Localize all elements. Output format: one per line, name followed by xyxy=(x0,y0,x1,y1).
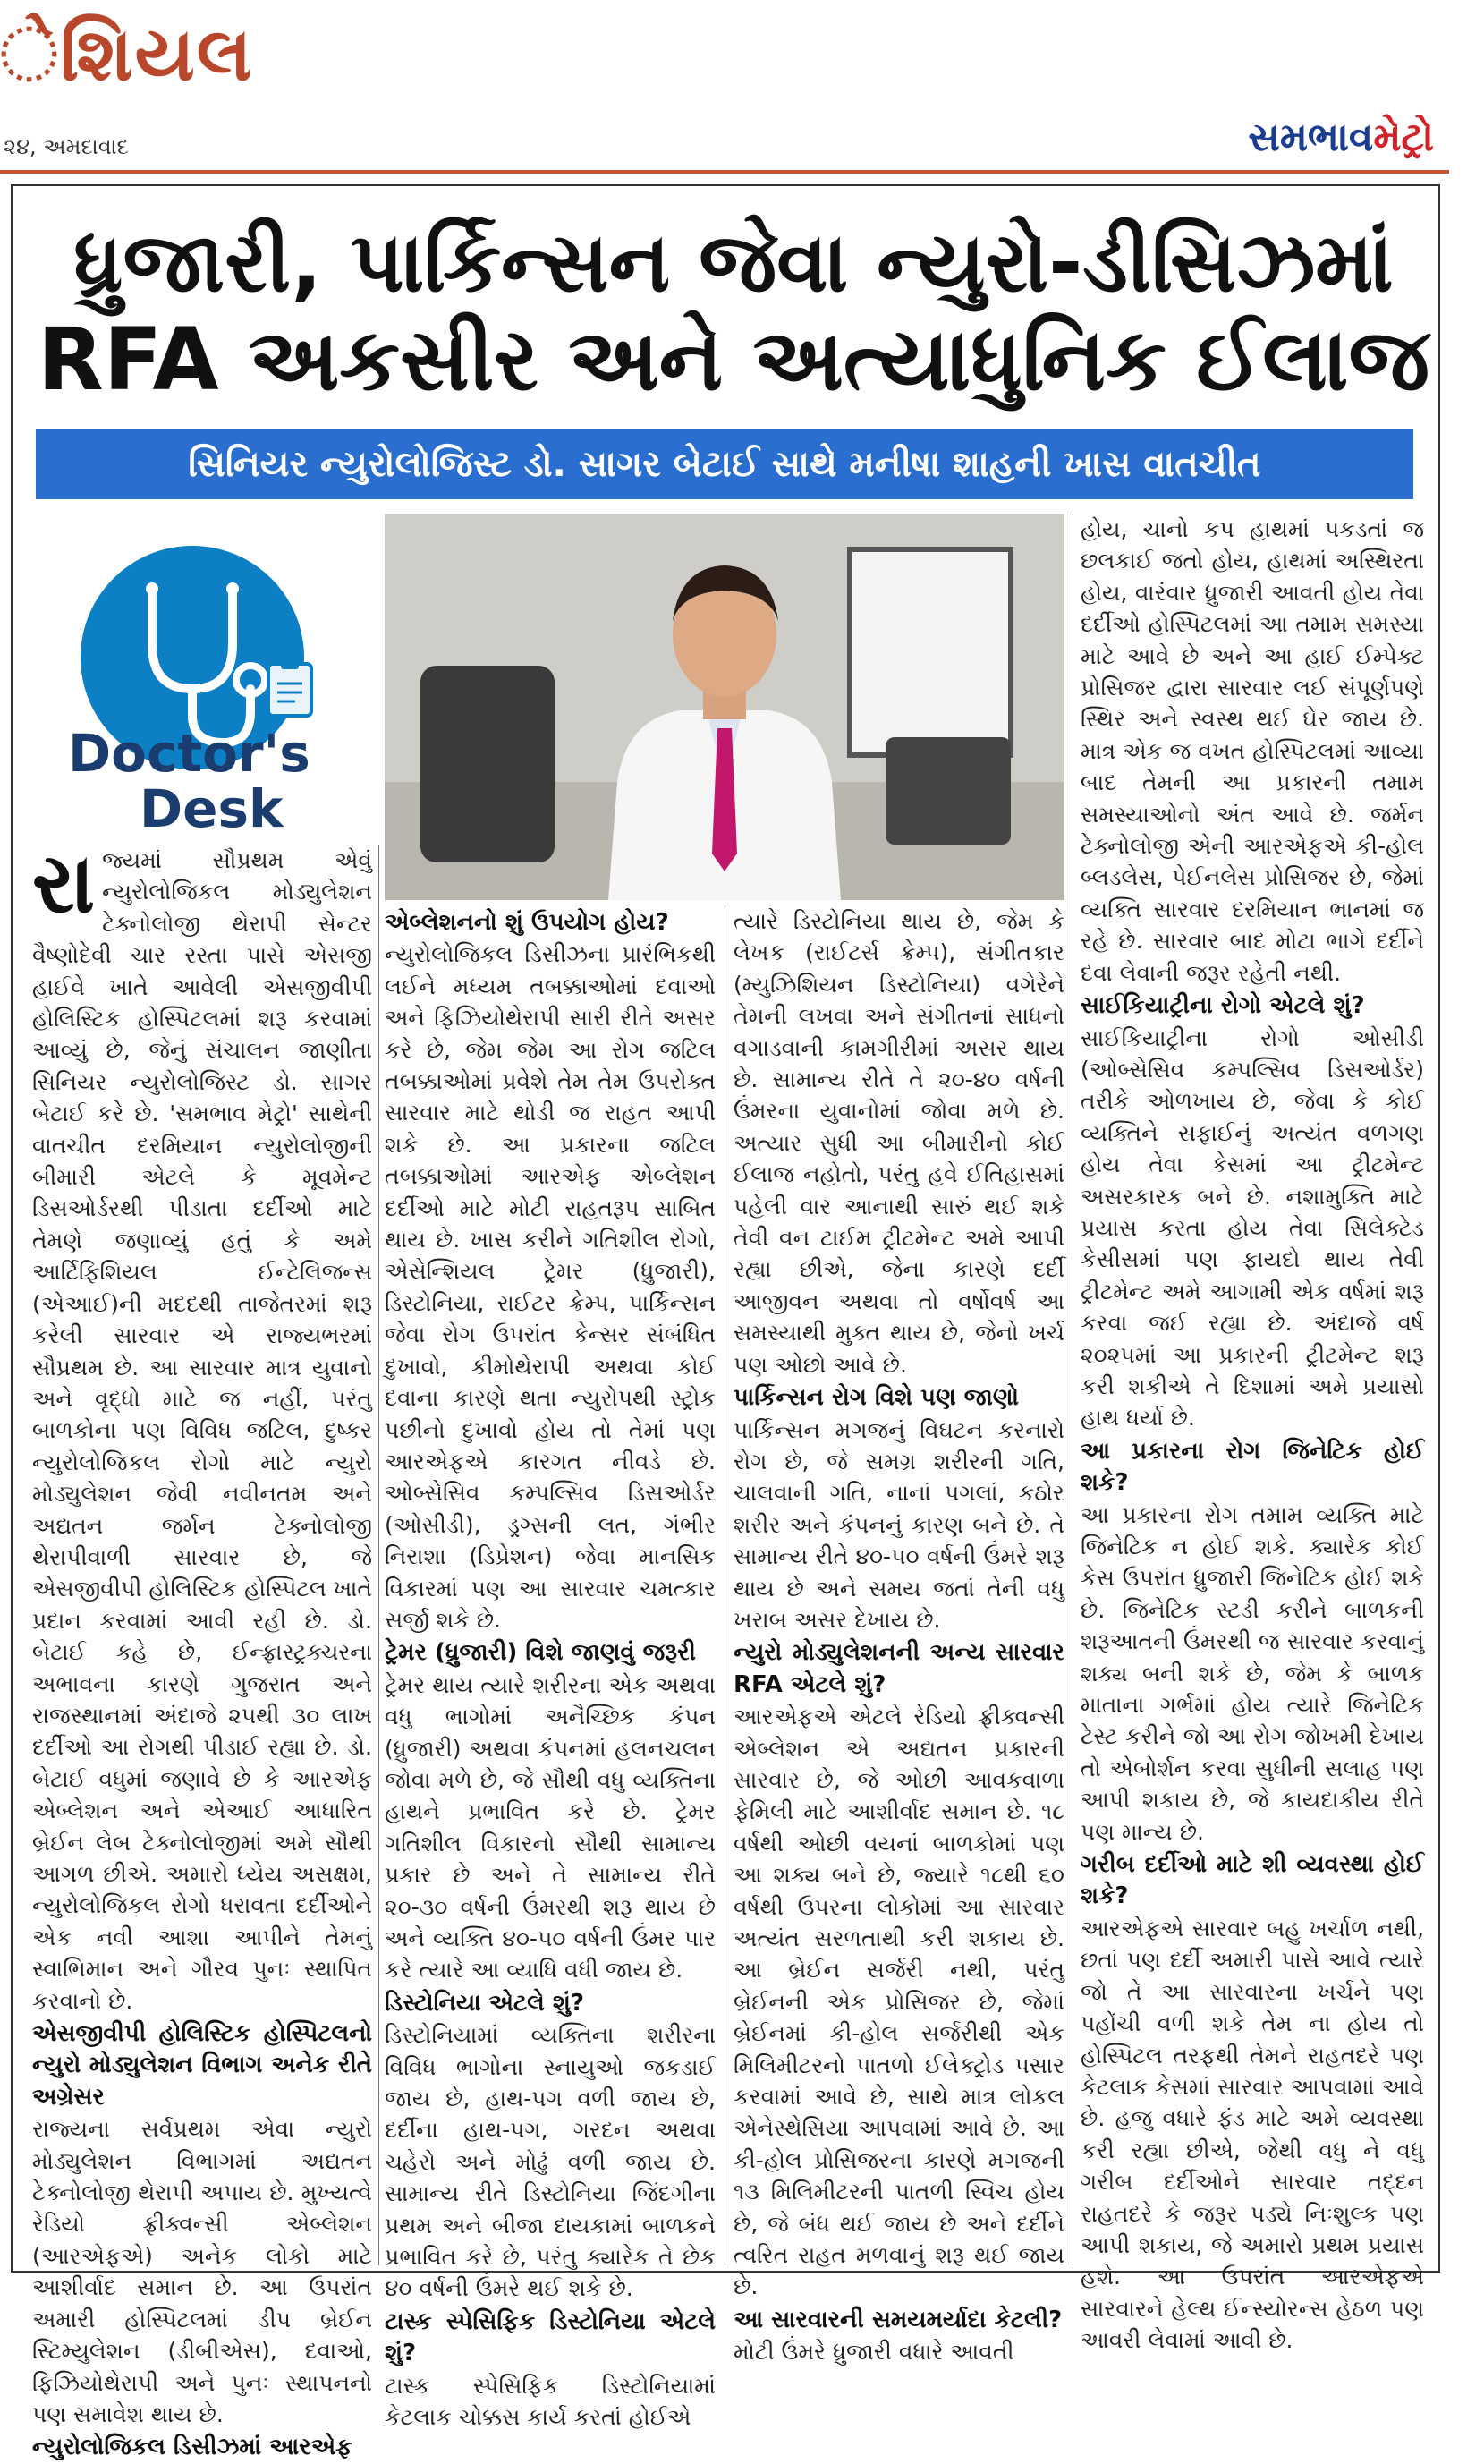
section-title: ેશિયલ xyxy=(0,13,254,98)
doctors-desk-logo xyxy=(32,514,372,845)
paragraph: ન્યુરોલોજિકલ ડિસીઝના પ્રારંભિકથી લઈને મધ્યમ તબક્કાઓમાં દવાઓ અને ફિઝિયોથેરાપી સારી રીતે અસર કરે છે, જેમ જેમ આ રોગ જટિલ તબક્કાઓમાં પ્રવેશે તેમ તેમ ઉપરોક્ત સારવાર માટે થોડી જ રાહત આપી શકે છે. આ પ્રકારના જટિલ તબક્કાઓમાં આરએફ એબ્લેશન દર્દીઓ માટે મોટી રાહતરૂપ સાબિત થાય છે. ખાસ કરીને ગતિશીલ રોગો, એસેન્શિયલ ટ્રેમર (ધ્રુજારી), ડિસ્ટોનિયા, રાઈટર ક્રેમ્પ, પાર્કિન્સન જેવા રોગ ઉપરાંત કેન્સર સંબંધિત દુખાવો, કીમોથેરાપી અથવા કોઈ દવાના કારણે થતા ન્યુરોપથી સ્ટ્રોક પછીનો દુખાવો હોય તો તેમાં પણ આરએફએ કારગત નીવડે છે. ઓબ્સેસિવ કમ્પલ્સિવ ડિસઓર્ડર (ઓસીડી), ડ્રગ્સની લત, ગંભીર નિરાશા (ડિપ્રેશન) જેવા માનસિક વિકારમાં પણ આ સારવાર ચમત્કાર સર્જી શકે છે. xyxy=(385,941,716,1633)
subheading: સાઈકિયાટ્રીના રોગો એટલે શું? xyxy=(1081,992,1365,1020)
paragraph: આ પ્રકારના રોગ તમામ વ્યક્તિ માટે જિનેટિક ન હોઈ શકે. ક્યારેક કોઈ કેસ ઉપરાંત ધ્રુજારી જિનેટિક હોઈ શકે છે. જિનેટિક સ્ટડી કરીને બાળકની શરૂઆતની ઉંમરથી જ સારવાર કરવાનું શક્ય બની શકે છે, જેમ કે બાળક માતાના ગર્ભમાં હોય ત્યારે જિનેટિક ટેસ્ટ કરીને જો આ રોગ જોખમી દેખાય તો એબોર્શન કરવા સુધીની સલાહ પણ આપી શકાય છે, જે કાયદાકીય રીતે પણ માન્ય છે. xyxy=(1081,1501,1424,1845)
column-rule-1 xyxy=(378,845,379,2265)
paragraph: સાઈકિયાટ્રીના રોગો ઓસીડી (ઓબ્સેસિવ કમ્પલ્સિવ ડિસઓર્ડર) તરીકે ઓળખાય છે, જેવા કે કોઈ વ્યક્તિને સફાઈનું અત્યંત વળગણ હોય તેવા કેસમાં આ ટ્રીટમેન્ટ અસરકારક બને છે. નશામુક્તિ માટે પ્રયાસ કરતા હોય તેવા સિલેક્ટેડ કેસીસમાં પણ ફાયદો થાય તેવી ટ્રીટમેન્ટ અમે આગામી એક વર્ષમાં શરૂ કરવા જઈ રહ્યા છે. અંદાજે વર્ષ ૨૦૨૫માં આ પ્રકારની ટ્રીટમેન્ટ શરૂ કરી શકીએ તે દિશામાં અમે પ્રયાસો હાથ ધર્યા છે. xyxy=(1081,1024,1424,1432)
subheading: પાર્કિન્સન રોગ વિશે પણ જાણો xyxy=(734,1384,1020,1412)
page-header xyxy=(0,0,1484,179)
headline-line-2: RFA અકસીર અને અત્યાધુનિક ઈલાજ xyxy=(37,310,1430,410)
subheading: ટાસ્ક સ્પેસિફિક ડિસ્ટોનિયા એટલે શું? xyxy=(385,2307,716,2367)
dateline: ૨૪, અમદાવાદ xyxy=(4,134,130,159)
subheading: એસજીવીપી હોલિસ્ટિક હોસ્પિટલનો ન્યુરો મોડ્યુલેશન વિભાગ અનેક રીતે અગ્રેસર xyxy=(32,2020,372,2111)
brand-name-part2: મેટ્રો xyxy=(1373,115,1434,160)
doctor-portrait-image xyxy=(385,514,1064,900)
brand-name-part1: સમભાવ xyxy=(1248,115,1374,160)
doctor-photo xyxy=(385,514,1064,900)
subheading: ટ્રેમર (ધ્રુજારી) વિશે જાણવું જરૂરી xyxy=(385,1639,696,1667)
subheading: ન્યુરોલોજિકલ ડિસીઝમાં આરએફ xyxy=(32,2434,352,2461)
subheading: એબ્લેશનનો શું ઉપયોગ હોય? xyxy=(385,909,669,936)
subheading: આ સારવારની સમયમર્યાદા કેટલી? xyxy=(734,2306,1063,2333)
paragraph: આરએફએ સારવાર બહુ ખર્ચાળ નથી, છતાં પણ દર્દી અમારી પાસે આવે ત્યારે જો તે આ સારવારના ખર્ચને પણ પહોંચી વળી શકે તેમ ના હોય તો હોસ્પિટલ તરફથી તેમને રાહતદરે પણ કેટલાક કેસમાં સારવાર આપવામાં આવે છે. હજુ વધારે ફંડ માટે અમે વ્યવસ્થા કરી રહ્યા છીએ, જેથી વધુ ને વધુ ગરીબ દર્દીઓને સારવાર તદ્દન રાહતદરે કે જરૂર પડ્યે નિઃશુલ્ક પણ આપી શકાય, જે અમારો પ્રથમ પ્રયાસ હશે. આ ઉપરાંત આરએફએ સારવારને હેલ્થ ઈન્સ્યોરન્સ હેઠળ પણ આવરી લેવામાં આવી છે. xyxy=(1081,1915,1424,2354)
paragraph: ટાસ્ક સ્પેસિફિક ડિસ્ટોનિયામાં કેટલાક ચોક્કસ કાર્ય કરતાં હોઈએ xyxy=(385,2372,716,2431)
paragraph: ડિસ્ટોનિયામાં વ્યક્તિના શરીરના વિવિધ ભાગોના સ્નાયુઓ જકડાઈ જાય છે, હાથ-પગ વળી જાય છે, દર્દીના હાથ-પગ, ગરદન અથવા ચહેરો અને મોઢું વળી જાય છે. સામાન્ય રીતે ડિસ્ટોનિયા જિંદગીના પ્રથમ અને બીજા દાયકામાં બાળકને પ્રભાવિત કરે છે, પરંતુ ક્યારેક તે છેક ૪૦ વર્ષની ઉંમરે થઈ શકે છે. xyxy=(385,2022,716,2302)
paragraph: ત્યારે ડિસ્ટોનિયા થાય છે, જેમ કે લેખક (રાઈટર્સ ક્રેમ્પ), સંગીતકાર (મ્યુઝિશિયન ડિસ્ટોનિયા) વગેરેને તેમની લખવા અને સંગીતનાં સાધનો વગાડવાની કામગીરીમાં અસર થાય છે. સામાન્ય રીતે તે ૨૦-૪૦ વર્ષની ઉંમરના યુવાનોમાં જોવા મળે છે. અત્યાર સુધી આ બીમારીનો કોઈ ઈલાજ નહોતો, પરંતુ હવે ઈતિહાસમાં પહેલી વાર આનાથી સારું થઈ શકે તેવી વન ટાઈમ ટ્રીટમેન્ટ અમે આપી રહ્યા છીએ, જેના કારણે દર્દી આજીવન અથવા તો વર્ષોવર્ષ આ સમસ્યાથી મુક્ત થાય છે, જેનો ખર્ચ પણ ઓછો આવે છે. xyxy=(734,908,1064,1378)
subheadline-bar: સિનિયર ન્યુરોલોજિસ્ટ ડો. સાગર બેટાઈ સાથે મનીષા શાહની ખાસ વાતચીત xyxy=(36,429,1413,499)
clipboard-icon xyxy=(265,657,315,719)
logo-text-line-2: Desk xyxy=(140,778,284,839)
paragraph: મોટી ઉંમરે ધ્રુજારી વધારે આવતી xyxy=(734,2339,1014,2366)
subheading: આ પ્રકારના રોગ જિનેટિક હોઈ શકે? xyxy=(1081,1437,1424,1497)
article-column-4 xyxy=(1081,514,1424,2354)
paragraph: ટ્રેમર થાય ત્યારે શરીરના એક અથવા વધુ ભાગોમાં અનૈચ્છિક કંપન (ધ્રુજારી) અથવા કંપનમાં હલનચલન જોવા મળે છે, જે સૌથી વધુ વ્યક્તિના હાથને પ્રભાવિત કરે છે. ટ્રેમર ગતિશીલ વિકારનો સૌથી સામાન્ય પ્રકાર છે અને તે સામાન્ય રીતે ૨૦-૩૦ વર્ષની ઉંમરથી શરૂ થાય છે અને વ્યક્તિ ૪૦-૫૦ વર્ષની ઉંમર પાર કરે ત્યારે આ વ્યાધિ વધી જાય છે. xyxy=(385,1671,716,1984)
article-column-3 xyxy=(734,905,1064,2366)
paragraph: રાજ્યના સર્વપ્રથમ એવા ન્યુરો મોડ્યુલેશન વિભાગમાં અદ્યતન ટેક્નોલોજી થેરાપી અપાય છે. મુખ્યત્વે રેડિયો ફ્રીક્વન્સી એબ્લેશન (આરએફએ) અનેક લોકો માટે આશીર્વાદ સમાન છે. આ ઉપરાંત અમારી હોસ્પિટલમાં ડીપ બ્રેઈન સ્ટિમ્યુલેશન (ડીબીએસ), દવાઓ, ફિઝિયોથેરાપી અને પુનઃ સ્થાપનનો પણ સમાવેશ થાય છે. xyxy=(32,2116,372,2427)
subheading: ડિસ્ટોનિયા એટલે શું? xyxy=(385,1989,585,2017)
paragraph: પાર્કિન્સન મગજનું વિઘટન કરનારો રોગ છે, જે સમગ્ર શરીરની ગતિ, ચાલવાની ગતિ, નાનાં પગલાં, કઠોર શરીર અને કંપનનું કારણ બને છે. તે સામાન્ય રીતે ૪૦-૫૦ વર્ષની ઉંમરે શરૂ થાય છે અને સમય જતાં તેની વધુ ખરાબ અસર દેખાય છે. xyxy=(734,1416,1064,1633)
paragraph: આરએફએ એટલે રેડિયો ફ્રીક્વન્સી એબ્લેશન એ અદ્યતન પ્રકારની સારવાર છે, જે ઓછી આવકવાળા ફેમિલી માટે આશીર્વાદ સમાન છે. ૧૮ વર્ષથી ઓછી વયનાં બાળકોમાં પણ આ શક્ય બને છે, જ્યારે ૧૮થી ૬૦ વર્ષથી ઉપરના લોકોમાં આ સારવાર અત્યંત સરળતાથી કરી શકાય છે. આ બ્રેઈન સર્જરી નથી, પરંતુ બ્રેઈનની એક પ્રોસિજર છે, જેમાં બ્રેઈનમાં કી-હોલ સર્જરીથી એક મિલિમીટરનો પાતળો ઈલેક્ટ્રોડ પસાર કરવામાં આવે છે, સાથે માત્ર લોકલ એનેસ્થેસિયા આપવામાં આવે છે. આ કી-હોલ પ્રોસિજરના કારણે મગજની ૧૩ મિલિમીટરની પાતળી સ્વિચ હોય છે, જે બંધ થઈ જાય છે અને દર્દીને ત્વરિત રાહત મળવાનું શરૂ થઈ જાય છે. xyxy=(734,1704,1064,2300)
header-divider xyxy=(0,170,1449,174)
drop-cap: રા xyxy=(32,836,96,931)
intro-text: જ્યમાં સૌપ્રથમ એવું ન્યુરોલોજિકલ મોડ્યુલેશન ટેક્નોલોજી થેરાપી સેન્ટર વૈષ્ણોદેવી ચાર રસ્તા પાસે એસજી હાઈવે ખાતે આવેલી એસજીવીપી હોલિસ્ટિક હોસ્પિટલમાં શરૂ કરવામાં આવ્યું છે, જેનું સંચાલન જાણીતા સિનિયર ન્યુરોલોજિસ્ટ ડો. સાગર બેટાઈ કરે છે. 'સમભાવ મેટ્રો' સાથેની વાતચીત દરમિયાન ન્યુરોલોજીની બીમારી એટલે કે મૂવમેન્ટ ડિસઓર્ડરથી પીડાતા દર્દીઓ માટે તેમણે જણાવ્યું હતું કે અમે આર્ટિફિશિયલ ઈન્ટેલિજન્સ (એઆઈ)ની મદદથી તાજેતરમાં શરૂ કરેલી સારવાર એ રાજ્યભરમાં સૌપ્રથમ છે. આ સારવાર માત્ર યુવાનો અને વૃદ્ધો માટે જ નહીં, પરંતુ બાળકોના પણ વિવિધ જટિલ, દુષ્કર ન્યુરોલોજિકલ રોગો માટે ન્યુરો મોડ્યુલેશન જેવી નવીનતમ અને અદ્યતન જર્મન ટેક્નોલોજી થેરાપીવાળી સારવાર છે, જે એસજીવીપી હોલિસ્ટિક હોસ્પિટલ ખાતે પ્રદાન કરવામાં આવી રહી છે. ડો. બેટાઈ કહે છે, ઈન્ફ્રાસ્ટ્રક્ચરના અભાવના કારણે ગુજરાત અને રાજસ્થાનમાં અંદાજે ૨૫થી ૩૦ લાખ દર્દીઓ આ રોગથી પીડાઈ રહ્યા છે. ડો. બેટાઈ વધુમાં જણાવે છે કે આરએફ એબ્લેશન અને એઆઈ આધારિત બ્રેઈન લેબ ટેક્નોલોજીમાં અમે સૌથી આગળ છીએ. અમારો ધ્યેય અસક્ષમ, ન્યુરોલોજિકલ રોગો ધરાવતા દર્દીઓને એક નવી આશા આપીને તેમનું સ્વાભિમાન અને ગૌરવ પુનઃ સ્થાપિત કરવાનો છે. xyxy=(32,847,372,2014)
article-column-2 xyxy=(385,905,716,2431)
article-column-1 xyxy=(32,836,372,2461)
subheading: ગરીબ દર્દીઓ માટે શી વ્યવસ્થા હોઈ શકે? xyxy=(1081,1851,1424,1910)
intro-paragraph xyxy=(32,836,372,2017)
subheading: ન્યુરો મોડ્યુલેશનની અન્ય સારવાર RFA એટલે શું? xyxy=(734,1639,1064,1698)
logo-text-line-1: Doctor's xyxy=(68,723,310,784)
brand-logo xyxy=(1248,115,1434,160)
headline-line-1: ધ્રુજારી, પાર્કિન્સન જેવા ન્યુરો-ડીસિઝમાં xyxy=(73,215,1394,310)
paragraph: હોય, ચાનો કપ હાથમાં પકડતાં જ છલકાઈ જતો હોય, હાથમાં અસ્થિરતા હોય, વારંવાર ધ્રુજારી આવતી હોય તેવા દર્દીઓ હોસ્પિટલમાં આ તમામ સમસ્યા માટે આવે છે અને આ હાઈ ઈમ્પેક્ટ પ્રોસિજર દ્વારા સારવાર લઈ સંપૂર્ણપણે સ્થિર અને સ્વસ્થ થઈ ઘેર જાય છે. માત્ર એક જ વખત હોસ્પિટલમાં આવ્યા બાદ તેમની આ પ્રકારની તમામ સમસ્યાઓનો અંત આવે છે. જર્મન ટેક્નોલોજી એની આરએફએ કી-હોલ બ્લડલેસ, પેઈનલેસ પ્રોસિજર છે, જેમાં વ્યક્તિ સારવાર દરમિયાન ભાનમાં જ રહે છે. સારવાર બાદ મોટા ભાગે દર્દીને દવા લેવાની જરૂર રહેતી નથી. xyxy=(1081,516,1424,986)
